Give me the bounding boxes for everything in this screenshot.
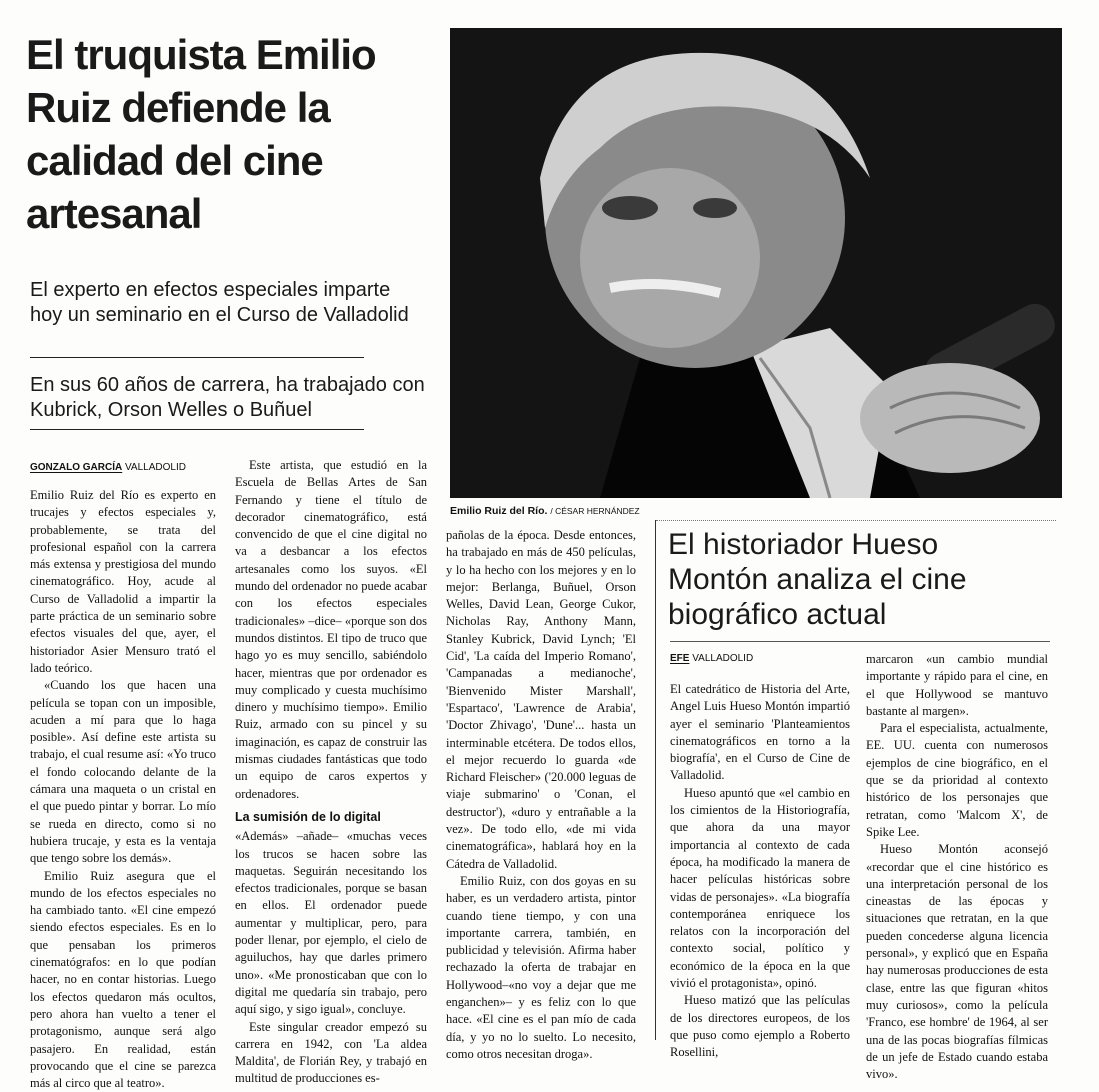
caption-name: Emilio Ruiz del Río. <box>450 505 548 517</box>
photo-illustration <box>450 28 1062 498</box>
divider <box>656 520 1056 521</box>
byline-place: VALLADOLID <box>692 653 754 664</box>
paragraph: Para el especialista, actualmente, EE. UU. cuenta con numerosos ejemplos de cine biográfico, en el que se da prioridad al contexto histórico de los personajes que retratan, como 'Malcom X', de Spike Lee. <box>866 721 1048 839</box>
article-headline: El truquista Emilio Ruiz defiende la calidad del cine artesanal <box>26 31 376 237</box>
paragraph: Emilio Ruiz, con dos goyas en su haber, es un verdadero artista, pintor cuando tiene tiempo, y con una importante carrera, también, en publicidad y televisión. Afirma haber rechazado la oferta de trabajar en Hollywood–«no voy a dejar que me enganchen»– y es feliz con lo que hace. «El cine es el pan mío de cada día, y yo no lo suelto. Lo necesito, como otros necesitan droga». <box>446 873 636 1061</box>
byline-author: EFE <box>670 653 690 664</box>
section-heading: La sumisión de lo digital <box>235 809 381 824</box>
caption-credit: / CÉSAR HERNÁNDEZ <box>550 506 640 516</box>
byline-author: GONZALO GARCÍA <box>30 462 123 473</box>
sidebar-headline: El historiador Hueso Montón analiza el cine biográfico actual <box>668 528 967 631</box>
sidebar-column-2 <box>866 651 1048 1083</box>
divider <box>30 429 364 430</box>
paragraph: Emilio Ruiz asegura que el mundo de los efectos especiales no ha cambiado tanto. «El cine empezó siendo efectos especiales. Es en lo que pensaban los primeros cinematógrafos: en lo que podían hacer, no en contar historias. Luego los efectos quedaron más ocultos, pero ahora han vuelto a tener el protagonismo, aunque será algo pasajero. En realidad, están provocando que el cine se parezca más al circo que al teatro». <box>30 868 216 1091</box>
sidebar-byline <box>670 653 753 664</box>
paragraph: pañolas de la época. Desde entonces, ha trabajado en más de 450 películas, y lo ha hecho con los mejores y en lo mejor: Berlanga, Buñuel, Orson Welles, David Lean, George Cukor, Nicholas Ray, Anthony Mann, Stanley Kubrick, David Lynch; 'El Cid', 'La caída del Imperio Romano', 'Campanadas a medianoche', 'Bienvenido Mister Marshall', 'Espartaco', 'Lawrence de Arabia', 'Doctor Zhivago', 'Dune'... hasta un interminable etcétera. De todos ellos, el mejor recuerdo lo guarda «de Richard Fleischer» ('20.000 leguas de viaje submarino' o 'Conan, el destructor'), «duro y entrañable a la vez». De todo ello, «de mi vida cinematográfica», hablará hoy en la Cátedra de Valladolid. <box>446 528 636 871</box>
sidebar-column-1 <box>670 681 850 1062</box>
article-highlight: En sus 60 años de carrera, ha trabajado con Kubrick, Orson Welles o Buñuel <box>30 374 425 421</box>
photo-caption <box>450 505 640 517</box>
divider <box>670 641 1050 642</box>
paragraph: marcaron «un cambio mundial importante y rápido para el cine, en el que Hollywood se mantuvo bastante al margen». <box>866 652 1048 718</box>
paragraph: Este singular creador empezó su carrera en 1942, con 'La aldea Maldita', de Florián Rey, y trabajó en multitud de producciones es- <box>235 1019 427 1086</box>
article-column-2 <box>235 457 427 1088</box>
paragraph: Este artista, que estudió en la Escuela de Bellas Artes de San Fernando y tiene el título de decorador cinematográfico, está convencido de que el cine digital no va a desbancar a los efectos artesanales como los suyos. «El mundo del ordenador no puede acabar con los efectos especiales tradicionales» –dice– «porque son dos mundos distintos. El tipo de truco que hago yo es muy sencillo, sabiéndolo hacer, mientras que por ordenador es muy complicado y cuesta muchísimo dinero y muchísimo tiempo». Emilio Ruiz, armado con su pincel y su imaginación, es capaz de construir las mismas ciudades fantásticas que todo un equipo de caros expertos y ordenadores. <box>235 458 427 801</box>
paragraph: Hueso matizó que las películas de los directores europeos, de los que puso como ejemplo a Roberto Rosellini, <box>670 993 850 1060</box>
paragraph: «Cuando los que hacen una película se topan con un imposible, acuden a mí para que lo haga posible». Así define este artista su trabajo, el cual resume así: «Yo truco el fondo colocando delante de la cámara una maqueta o un cristal en el que puedo pintar y borrar. Lo mío se rueda en directo, como si no hubiera trucaje, y esta es la ventaja que tengo sobre los demás». <box>30 678 216 866</box>
divider <box>30 357 364 358</box>
column-divider <box>655 520 656 1040</box>
paragraph: El catedrático de Historia del Arte, Angel Luis Hueso Montón impartió ayer el seminario 'Planteamientos cinematográficos en torno a la biografía', en el Curso de Cine de Valladolid. <box>670 682 850 783</box>
paragraph: «Además» –añade– «muchas veces los trucos se hacen sobre las maquetas. Seguirán necesitando los efectos tradicionales, porque se basan en ellos. El ordenador puede aumentar y multiplicar, pero, para poder llenar, por ejemplo, el cielo de aguiluchos, hay que darles primero uno». «Me pronosticaban que con lo digital me quedaría sin trabajo, pero aquí sigo, y sigo igual», concluye. <box>235 829 427 1017</box>
article-byline <box>30 462 186 473</box>
article-column-1 <box>30 487 216 1092</box>
article-subhead: El experto en efectos especiales imparte hoy un seminario en el Curso de Valladolid <box>30 279 409 326</box>
paragraph: Hueso Montón aconsejó «recordar que el cine histórico es una interpretación personal de los cineastas de las épocas y situaciones que retratan, en la que pueden concederse alguna licencia personal», y explicó que en España hay numerosas producciones de esta clase, entre las que figuran «hitos muy curiosos», como la película 'Franco, ese hombre' de 1964, al ser una de las pocas biografías fílmicas de un jefe de Estado cuando estaba vivo». <box>866 842 1048 1082</box>
paragraph: Emilio Ruiz del Río es experto en trucajes y efectos especiales y, probablemente, se trata del profesional español con la carrera más extensa y prestigiosa del mundo cinematográfico. Hoy, acude al Curso de Valladolid a impartir la parte práctica de un seminario sobre efectos visuales del que, ayer, el historiador Asier Mensuro trató el lado teórico. <box>30 488 216 675</box>
article-column-3 <box>446 527 636 1063</box>
byline-place: VALLADOLID <box>125 462 186 473</box>
paragraph: Hueso apuntó que «el cambio en los cimientos de la Historiografía, que ahora da una mayor importancia al contexto de cada época, ha modificado la manera de hacer películas históricas sobre vidas de personajes». «La biografía contemporánea enriquece los relatos con la incorporación del contexto social, político y económico de la época en la que vivió el protagonista», opinó. <box>670 785 850 991</box>
portrait-photo <box>450 28 1062 498</box>
